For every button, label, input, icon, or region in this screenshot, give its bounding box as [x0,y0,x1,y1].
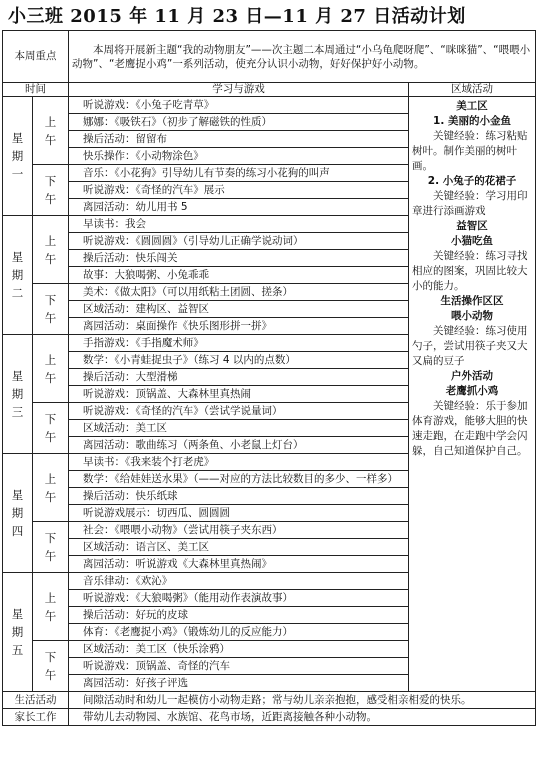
region-art2-text: 关键经验：学习用印章进行添画游戏 [412,190,528,217]
afternoon-label-char: 下 [44,174,57,188]
parent-work-text: 带幼儿去动物园、水族馆、花鸟市场，近距离接触各种小动物。 [69,709,536,726]
morning-label-char: 上 [44,471,57,486]
afternoon-activity: 离园活动：桌面操作《快乐图形拼一拼》 [69,318,409,335]
day-name-char: 期 [11,149,24,163]
day-name-2 [3,216,33,335]
region-puzzle-title: 益智区 [456,220,488,232]
learn-header: 学习与游戏 [69,83,409,97]
afternoon-activity: 听说游戏：《奇怪的汽车》（尝试学说量词） [69,403,409,420]
morning-activity: 故事：大狼喝粥、小兔乖乖 [69,267,409,284]
region-art2-title: 2. 小兔子的花裙子 [427,175,517,187]
afternoon-label-char: 午 [44,311,57,325]
afternoon-activity: 音乐：《小花狗》引导幼儿有节奏的练习小花狗的叫声 [69,165,409,182]
morning-label-char: 午 [44,489,57,504]
day-name-char: 期 [11,625,24,639]
region-life-sub: 喂小动物 [451,310,493,322]
afternoon-label-char: 下 [44,650,57,664]
morning-activity: 操后活动：留留布 [69,131,409,148]
morning-activity: 操后活动：快乐纸球 [69,488,409,505]
morning-label [33,573,69,641]
day-name-char: 期 [11,268,24,282]
morning-label-char: 午 [44,370,57,385]
region-header: 区域活动 [409,83,536,97]
morning-label [33,216,69,284]
afternoon-label-char: 午 [44,430,57,444]
morning-label-char: 午 [44,132,57,147]
region-outdoor-sub: 老鹰抓小鸡 [445,385,499,397]
afternoon-label-char: 午 [44,192,57,206]
afternoon-label-char: 午 [44,668,57,682]
morning-activity: 体育：《老鹰捉小鸡》（锻炼幼儿的反应能力） [69,624,409,641]
afternoon-activity: 听说游戏：《奇怪的汽车》展示 [69,182,409,199]
morning-label-char: 上 [44,590,57,605]
day-name-char: 星 [11,607,24,621]
morning-label-char: 上 [44,352,57,367]
day-name-4 [3,454,33,573]
life-activity-text: 间隙活动时和幼儿一起模仿小动物走路；常与幼儿亲亲抱抱，感受相亲相爱的快乐。 [69,692,536,709]
morning-activity: 听说游戏：顶锅盖、大森林里真热闹 [69,386,409,403]
region-outdoor-text: 关键经验：乐于参加体育游戏，能够大胆的快速走跑，在走跑中学会闪躲，自己知道保护自己。 [412,400,528,457]
morning-label [33,97,69,165]
activity-plan-table [2,30,536,726]
morning-activity: 音乐律动：《欢沁》 [69,573,409,590]
morning-label-char: 上 [44,114,57,129]
afternoon-activity: 离园活动：好孩子评选 [69,675,409,692]
morning-activity: 早读书：我会 [69,216,409,233]
region-puzzle-sub: 小猫吃鱼 [451,235,493,247]
day-name-5 [3,573,33,692]
afternoon-label [33,522,69,573]
morning-activity: 早读书：《我来装个打老虎》 [69,454,409,471]
afternoon-activity: 区域活动：语言区、美工区 [69,539,409,556]
time-header: 时间 [3,83,69,97]
afternoon-label-char: 下 [44,412,57,426]
morning-activity: 听说游戏：《大狼喝粥》（能用动作表演故事） [69,590,409,607]
region-life-text: 关键经验：练习使用勺子，尝试用筷子夹又大又扁的豆子 [412,325,528,367]
page-title: 小三班 2015 年 11 月 23 日—11 月 27 日活动计划 [8,6,466,27]
day-name-char: 五 [11,643,24,657]
day-name-char: 三 [11,405,24,419]
day-name-1 [3,97,33,216]
afternoon-activity: 社会：《喂喂小动物》（尝试用筷子夹东西） [69,522,409,539]
afternoon-label-char: 午 [44,549,57,563]
region-activities [409,97,536,692]
afternoon-activity: 听说游戏：顶锅盖、奇怪的汽车 [69,658,409,675]
day-name-char: 期 [11,506,24,520]
day-name-3 [3,335,33,454]
region-outdoor-title: 户外活动 [451,370,493,382]
day-name-char: 星 [11,250,24,264]
life-activity-label: 生活活动 [3,692,69,709]
morning-activity: 数学：《给娃娃送水果》（——对应的方法比较数目的多少、一样多） [69,471,409,488]
morning-activity: 操后活动：大型滑梯 [69,369,409,386]
focus-text: 本周将开展新主题“我的动物朋友”——次主题二本周通过“小乌龟爬呀爬”、“咪咪猫”、“喂喂小动物”、“老鹰捉小鸡”一系列活动，使充分认识小动物，好好保护好小动物。 [69,31,536,83]
morning-activity: 听说游戏：《小兔子吃青草》 [69,97,409,114]
day-name-char: 一 [11,167,24,181]
afternoon-activity: 区域活动：美工区 [69,420,409,437]
afternoon-activity: 区域活动：建构区、益智区 [69,301,409,318]
region-life-title: 生活操作区区 [440,295,504,307]
morning-label-char: 上 [44,233,57,248]
morning-activity: 操后活动：好玩的皮球 [69,607,409,624]
morning-activity: 手指游戏：《手指魔术师》 [69,335,409,352]
focus-label: 本周重点 [3,31,69,83]
day-name-char: 二 [11,286,24,300]
afternoon-label-char: 下 [44,293,57,307]
region-puzzle-text: 关键经验：练习寻找相应的图案，巩固比较大小的能力。 [412,250,528,292]
afternoon-activity: 美术：《做太阳》（可以用纸粘土团圆、搓条） [69,284,409,301]
morning-activity: 快乐操作：《小动物涂色》 [69,148,409,165]
day-name-char: 四 [11,524,24,538]
morning-activity: 数学：《小青蛙捉虫子》（练习 4 以内的点数） [69,352,409,369]
morning-activity: 操后活动：快乐闯关 [69,250,409,267]
region-art1-text: 关键经验：练习粘贴树叶。制作美丽的树叶画。 [412,130,528,172]
morning-label [33,454,69,522]
parent-work-label: 家长工作 [3,709,69,726]
morning-activity: 听说游戏：《圆圆圆》（引导幼儿正确学说动词） [69,233,409,250]
day-name-char: 星 [11,369,24,383]
morning-activity: 听说游戏展示：切西瓜、圆圆圆 [69,505,409,522]
afternoon-activity: 离园活动：歌曲练习（两条鱼、小老鼠上灯台） [69,437,409,454]
afternoon-activity: 离园活动：听说游戏《大森林里真热闹》 [69,556,409,573]
afternoon-label-char: 下 [44,531,57,545]
day-name-char: 星 [11,488,24,502]
afternoon-label [33,403,69,454]
afternoon-activity: 离园活动：幼儿用书 5 [69,199,409,216]
day-name-char: 星 [11,131,24,145]
afternoon-label [33,165,69,216]
afternoon-label [33,284,69,335]
region-art1-title: 1. 美丽的小金鱼 [433,115,511,127]
afternoon-activity: 区域活动：美工区（快乐涂鸦） [69,641,409,658]
region-art-title: 美工区 [456,100,488,112]
afternoon-label [33,641,69,692]
morning-label-char: 午 [44,608,57,623]
day-name-char: 期 [11,387,24,401]
morning-label-char: 午 [44,251,57,266]
morning-activity: 娜娜：《吸铁石》（初步了解磁铁的性质） [69,114,409,131]
morning-label [33,335,69,403]
